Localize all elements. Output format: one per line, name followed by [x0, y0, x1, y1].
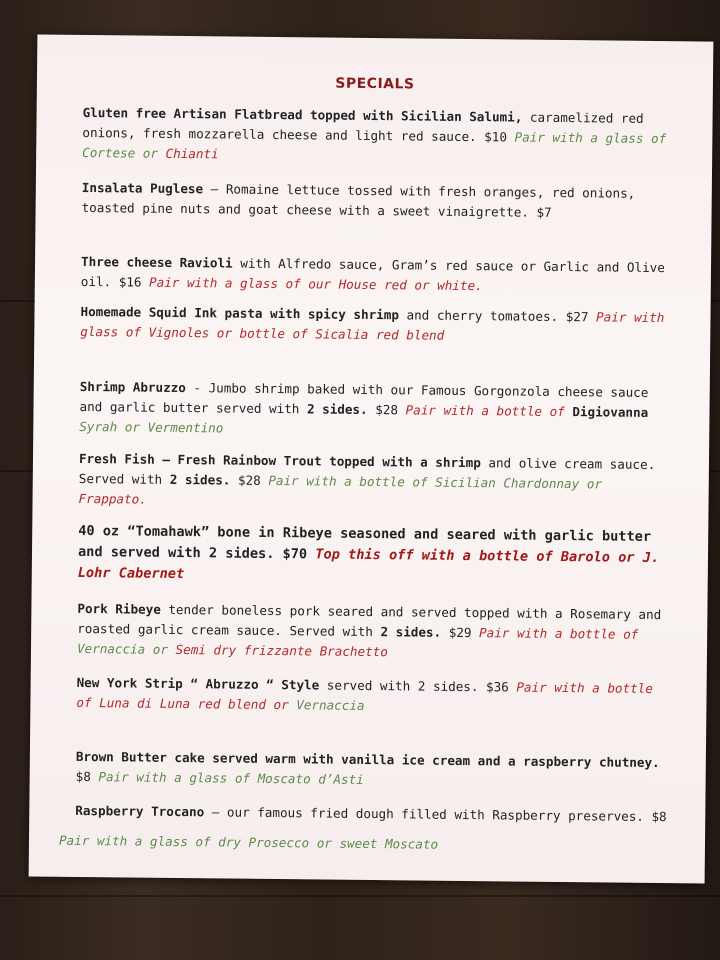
item-name: Gluten free Artisan Flatbread topped with Sicilian Salumi,: [82, 104, 523, 125]
item-description: caramelized red onions, fresh mozzarella cheese and light red sauce. $10: [82, 109, 644, 145]
item-description: - Jumbo shrimp baked with our Famous Gorgonzola cheese sauce and garlic butter served with: [79, 380, 649, 417]
item-description: and olive cream sauce. Served with: [78, 455, 656, 487]
item-description: tender boneless pork seared and served topped with a Rosemary and roasted garlic cream sauce. Served with: [77, 601, 662, 640]
item-price: $8: [75, 768, 99, 785]
item-pairing: Pair with a bottle of Luna di Luna red blend or: [76, 679, 653, 713]
item-pairing-brand: Digiovanna: [572, 404, 649, 420]
item-price: $29: [441, 624, 480, 641]
menu-item-tomahawk: [78, 521, 669, 590]
item-pairing: Pair with a glass of our House red or white.: [149, 274, 483, 294]
item-description: – our famous fried dough filled with Raspberry preserves. $8: [204, 804, 667, 825]
item-price: $28: [230, 472, 269, 488]
item-pairing: Top this off with a bottle of Barolo or J. Lohr Cabernet: [77, 546, 660, 583]
item-pairing-wine: Syrah or Vermentino: [79, 418, 224, 436]
item-name: Homemade Squid Ink pasta with spicy shrimp: [80, 303, 400, 323]
item-description: and cherry tomatoes. $27: [398, 307, 597, 325]
item-sides: 2 sides.: [306, 401, 368, 417]
menu-item-raspberry-trocano: [75, 801, 695, 827]
menu-item-pork-ribeye: [77, 599, 668, 665]
menu-item-insalata: [82, 178, 672, 224]
item-name: New York Strip “ Abruzzo “ Style: [76, 674, 320, 693]
item-pairing: Pair with a bottle of: [405, 402, 573, 420]
item-name: Three cheese Ravioli: [80, 253, 233, 271]
item-pairing: Pair with a glass of Cortese or: [82, 129, 667, 161]
item-price: $28: [367, 401, 406, 418]
item-name: Raspberry Trocano: [75, 802, 205, 820]
item-name: Insalata Puglese: [81, 179, 204, 197]
item-pairing-wine: Frappato.: [78, 490, 147, 507]
menu-title: SPECIALS: [335, 75, 415, 93]
item-sides: 2 sides.: [380, 624, 442, 640]
item-pairing: Pair with a bottle of: [478, 625, 639, 642]
item-name: Brown Butter cake served warm with vanilla ice cream and a raspberry chutney.: [75, 748, 660, 771]
menu-item-ny-strip: [76, 673, 666, 719]
item-pairing-wine: Vernaccia or: [76, 640, 176, 657]
item-pairing: Pair with a glass of Moscato d’Asti: [98, 769, 364, 787]
item-pairing-wine: Chianti: [165, 145, 219, 162]
item-pairing: Pair with glass of Vignoles or bottle of Sicalia red blend: [80, 309, 665, 343]
item-pairing: Pair with a bottle of Sicilian Chardonnay or: [268, 472, 603, 492]
menu-paper: [29, 34, 714, 883]
menu-item-fresh-fish: [78, 449, 669, 515]
menu-item-ravioli: [81, 252, 671, 298]
item-name: Fresh Fish – Fresh Rainbow Trout topped with a shrimp: [78, 450, 481, 471]
item-name: Pork Ribeye: [77, 600, 161, 617]
item-pairing-wine: Vernaccia: [296, 697, 365, 713]
item-pairing-wine-2: Semi dry frizzante Brachetto: [175, 641, 388, 660]
item-sides: 2 sides.: [169, 471, 231, 488]
item-name: Shrimp Abruzzo: [79, 378, 186, 396]
item-description: 40 oz “Tomahawk” bone in Ribeye seasoned and seared with garlic butter and served with 2 sides. $70: [77, 522, 652, 563]
item-description: served with 2 sides. $36: [319, 677, 517, 695]
menu-item-squid-ink: [80, 302, 670, 348]
menu-item-brown-butter-cake: [76, 747, 666, 793]
menu-item-flatbread: [82, 103, 673, 169]
item-description: – Romaine lettuce tossed with fresh oranges, red onions, toasted pine nuts and goat cheese with a sweet vinaigrette. $7: [81, 181, 636, 220]
item-description: with Alfredo sauce, Gram’s red sauce or Garlic and Olive oil. $16: [80, 255, 665, 290]
trocano-pairing: Pair with a glass of dry Prosecco or sweet Moscato: [58, 832, 439, 852]
menu-item-shrimp-abruzzo: [79, 377, 670, 443]
